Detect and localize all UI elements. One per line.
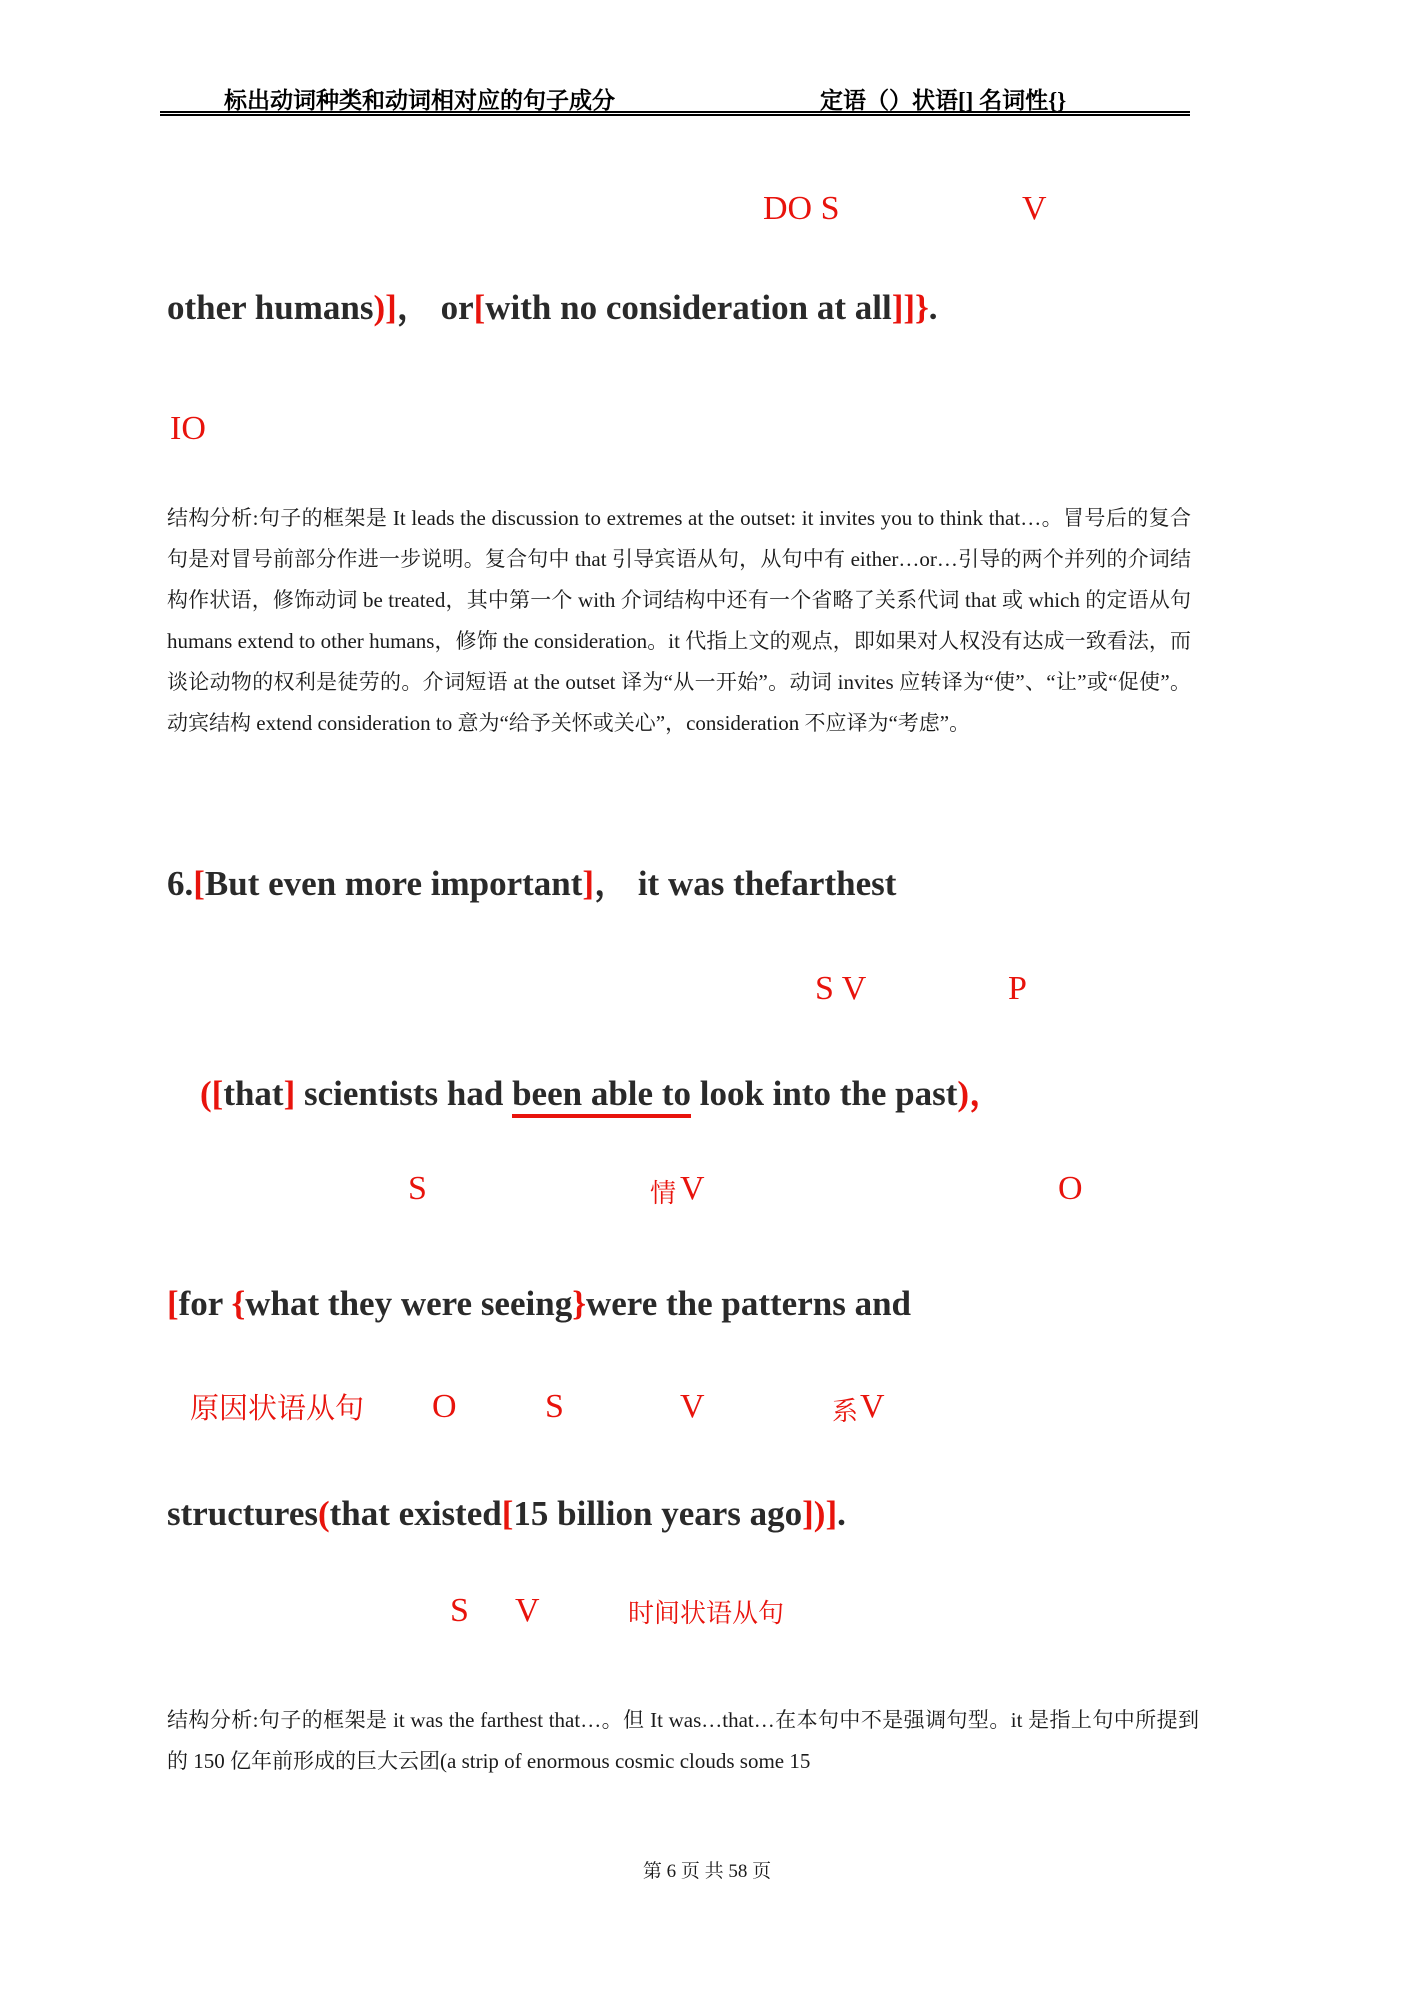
analysis-paragraph-6: 结构分析:句子的框架是 it was the farthest that…。但 It was…that…在本句中不是强调句型。it 是指上句中所提到的 150 亿年前形成的巨大云团(a strip of enormous cosmic clouds some 15 — [167, 1708, 1199, 1773]
annotation-v: V — [680, 1388, 705, 1425]
text-segment: that — [223, 1074, 284, 1113]
red-bracket: [ — [211, 1074, 224, 1113]
text-segment: what they were seeing — [245, 1284, 573, 1323]
sentence-6-heading — [167, 864, 896, 904]
red-bracket: [ — [501, 1494, 514, 1533]
red-bracket: ])] — [802, 1494, 838, 1533]
sentence-6-line3 — [167, 1284, 911, 1324]
annotation-v: V — [860, 1388, 885, 1425]
red-bracket: )， — [957, 1074, 1005, 1113]
header-instruction: 标出动词种类和动词相对应的句子成分 — [224, 88, 615, 113]
annotation-s: S — [450, 1592, 469, 1629]
annotation-modal-qing: 情 — [650, 1179, 677, 1208]
sentence-6-line4 — [167, 1494, 846, 1534]
red-bracket: ] — [283, 1074, 296, 1113]
text-segment: scientists had — [295, 1074, 513, 1113]
annotation-v: V — [680, 1170, 705, 1207]
text-segment: structures — [167, 1494, 318, 1533]
red-bracket: [ — [193, 864, 205, 903]
annotation-time-clause: 时间状语从句 — [628, 1599, 785, 1628]
annotation-io: IO — [170, 410, 206, 447]
text-segment: for — [178, 1284, 232, 1323]
text-segment: . — [837, 1494, 846, 1533]
annotation-s-v: S V — [815, 970, 867, 1007]
sentence-5-continuation — [167, 288, 938, 328]
annotation-cause-clause: 原因状语从句 — [190, 1393, 365, 1425]
text-segment: ， — [396, 288, 441, 327]
text-segment: . — [928, 288, 938, 327]
sentence-6-line2 — [200, 1074, 1004, 1114]
red-bracket: } — [572, 1284, 586, 1323]
red-bracket: ( — [200, 1074, 212, 1113]
annotation-s: S — [408, 1170, 427, 1207]
annotation-o: O — [432, 1388, 457, 1425]
annotation-o: O — [1058, 1170, 1083, 1207]
annotation-do-s: DO S — [763, 190, 840, 227]
red-bracket: [ — [473, 288, 486, 327]
text-segment: 15 billion years ago — [513, 1494, 803, 1533]
text-segment: or — [440, 288, 474, 327]
text-segment: it was thefarthest — [637, 864, 897, 903]
text-segment: But even more important — [204, 864, 583, 903]
red-bracket: [ — [167, 1284, 179, 1323]
text-segment: 6. — [167, 864, 194, 903]
header-legend: 定语（）状语[] 名词性{} — [820, 88, 1067, 113]
annotation-p: P — [1008, 970, 1027, 1007]
text-segment: that existed — [329, 1494, 502, 1533]
text-segment: ， — [594, 864, 638, 903]
text-segment: other humans — [167, 288, 374, 327]
text-segment: look into the past — [690, 1074, 958, 1113]
text-segment: with no consideration at all — [485, 288, 892, 327]
header-rule — [160, 111, 1190, 116]
analysis-paragraph-5: 结构分析:句子的框架是 It leads the discussion to extremes at the outset: it invites you to think that…。冒号后的复合句是对冒号前部分作进一步说明。复合句中 that 引导宾语从句，从句中有 either…or…引导的两个并列的介词结构作状语，修饰动词 be treated，其中第一个 with 介词结构中还有一个省略了关系代词 that 或 which 的定语从句 humans extend to other humans，修饰 the consideration。it 代指上文的观点，即如果对人权没有达成一致看法，而谈论动物的权利是徒劳的。介词短语 at the outset 译为“从一开始”。动词 invites 应转译为“使”、“让”或“促使”。动宾结构 extend consideration to 意为“给予关怀或关心”，consideration 不应译为“考虑”。 — [167, 506, 1191, 735]
annotation-s: S — [545, 1388, 564, 1425]
red-bracket: ]]} — [891, 288, 929, 327]
text-segment: were the patterns and — [586, 1284, 912, 1323]
red-bracket: )] — [373, 288, 397, 327]
page-number: 第 6 页 共 58 页 — [642, 1861, 772, 1882]
red-bracket: ( — [318, 1494, 330, 1533]
annotation-v: V — [1022, 190, 1047, 227]
red-bracket: { — [231, 1284, 246, 1323]
red-bracket: ] — [582, 864, 595, 903]
annotation-linking-xi: 系 — [832, 1397, 859, 1426]
annotation-v: V — [515, 1592, 540, 1629]
underlined-text: been able to — [512, 1074, 691, 1118]
